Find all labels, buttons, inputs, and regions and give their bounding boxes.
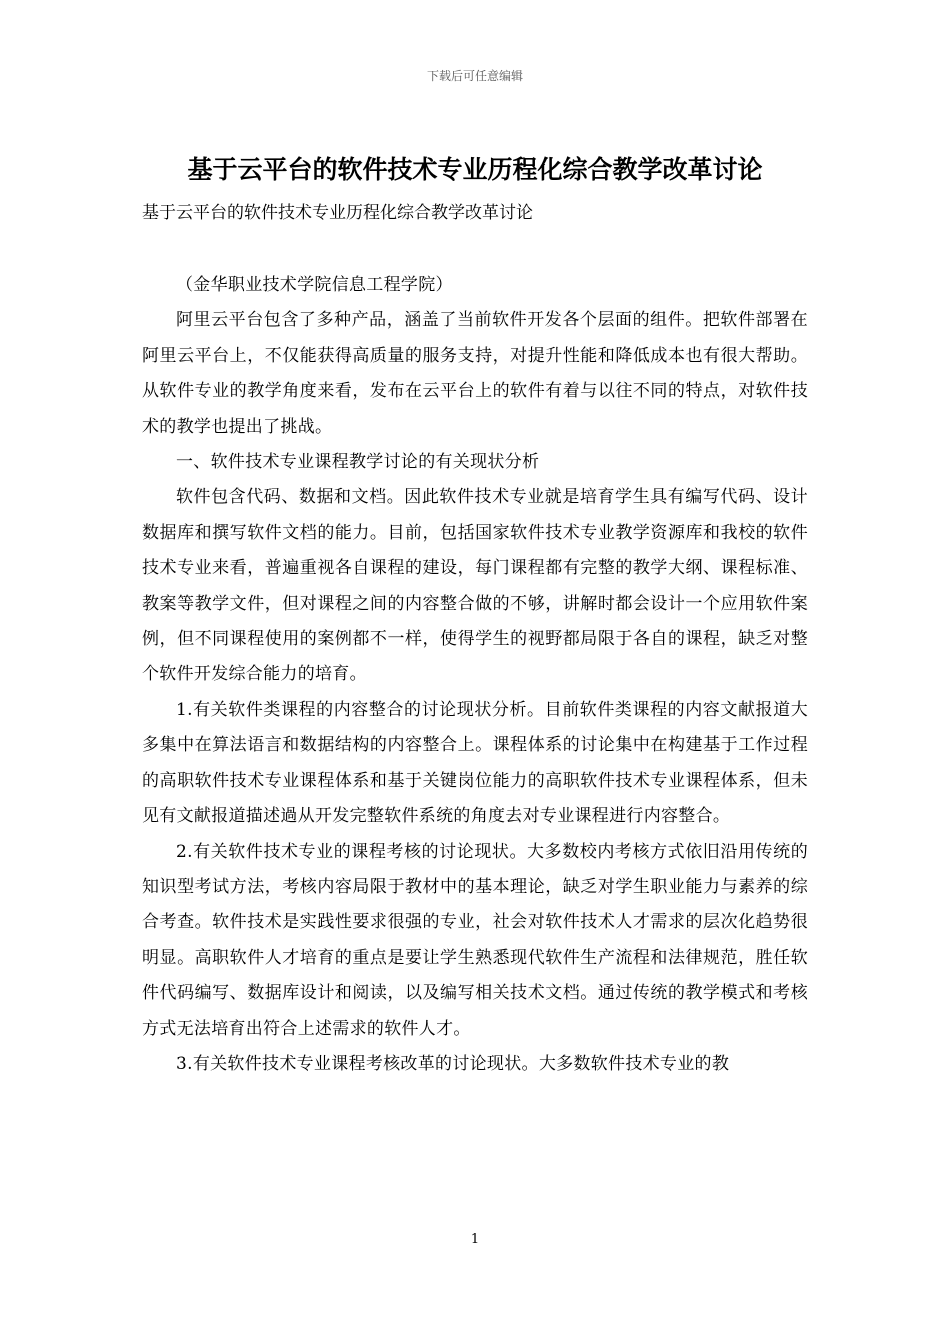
body-paragraph-point-3: 3.有关软件技术专业课程考核改革的讨论现状。大多数软件技术专业的教 <box>176 1053 730 1074</box>
body-paragraph-intro: 阿里云平台包含了多种产品，涵盖了当前软件开发各个层面的组件。把软件部署在阿里云平台上，不仅能获得高质量的服务支持，对提升性能和降低成本也有很大帮助。从软件专业的教学角度来看，发布在云平台上的软件有着与以往不同的特点，对软件技术的教学也提出了挑战。 <box>142 310 808 437</box>
document-title: 基于云平台的软件技术专业历程化综合教学改革讨论 <box>187 155 763 184</box>
section-heading-1: 一、软件技术专业课程教学讨论的有关现状分析 <box>176 452 540 473</box>
download-note: 下载后可任意编辑 <box>426 69 523 83</box>
author-affiliation: （金华职业技术学院信息工程学院） <box>176 275 453 295</box>
body-paragraph-point-1: 1.有关软件类课程的内容整合的讨论现状分析。目前软件类课程的内容文献报道大多集中在算法语言和数据结构的内容整合上。课程体系的讨论集中在构建基于工作过程的高职软件技术专业课程体系和基于关键岗位能力的高职软件技术专业课程体系，但未见有文献报道描述過从开发完整软件系统的角度去对专业课程进行内容整合。 <box>142 699 808 827</box>
page-number: 1 <box>470 1232 480 1247</box>
body-paragraph-point-2: 2.有关软件技术专业的课程考核的讨论现状。大多数校内考核方式依旧沿用传统的知识型考试方法，考核内容局限于教材中的基本理论，缺乏对学生职业能力与素养的综合考查。软件技术是实践性要求很强的专业，社会对软件技术人才需求的层次化趋势很明显。高职软件人才培育的重点是要让学生熟悉现代软件生产流程和法律规范，胜任软件代码编写、数据库设计和阅读，以及编写相关技术文档。通过传统的教学模式和考核方式无法培育出符合上述需求的软件人才。 <box>142 841 808 1039</box>
document-subtitle: 基于云平台的软件技术专业历程化综合教学改革讨论 <box>142 203 533 223</box>
body-paragraph: 软件包含代码、数据和文档。因此软件技术专业就是培育学生具有编写代码、设计数据库和撰写软件文档的能力。目前，包括国家软件技术专业教学资源库和我校的软件技术专业来看，普遍重视各自课程的建设，每门课程都有完整的教学大纲、课程标准、教案等教学文件，但对课程之间的内容整合做的不够，讲解时都会设计一个应用软件案例，但不同课程使用的案例都不一样，使得学生的视野都局限于各自的课程，缺乏对整个软件开发综合能力的培育。 <box>142 487 808 685</box>
document-body <box>142 268 808 1082</box>
